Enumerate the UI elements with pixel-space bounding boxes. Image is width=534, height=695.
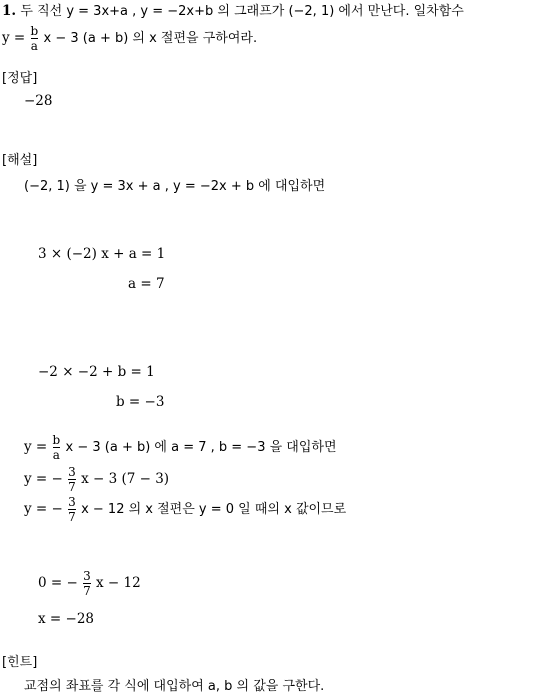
problem-text-1: 두 직선 y = 3x+a , y = −2x+b 의 그래프가 (−2, 1) 에서 만난다. 일차함수 (20, 4, 464, 19)
problem-line2-suffix: x − 3 (a + b) 의 x 절편을 구하여라. (43, 31, 258, 46)
problem-line-1 (2, 5, 464, 19)
sub4-fraction (83, 570, 91, 597)
solution-eq2a: −2 × −2 + b = 1 (38, 364, 155, 380)
sub1-fraction (53, 434, 61, 461)
problem-fraction (31, 25, 39, 52)
solution-eq1b: a = 7 (128, 276, 165, 292)
solution-sub1 (24, 434, 337, 461)
fraction-denominator: a (30, 39, 38, 53)
solution-eq2b: b = −3 (116, 394, 165, 410)
sub2-fraction (68, 466, 76, 493)
solution-intro: (−2, 1) 을 y = 3x + a , y = −2x + b 에 대입하면 (24, 179, 326, 194)
solution-sub2 (24, 466, 169, 493)
solution-header: [해설] (2, 153, 38, 168)
problem-number: 1. (2, 3, 17, 19)
solution-sub5: x = −28 (38, 611, 94, 627)
solution-eq1a: 3 × (−2) x + a = 1 (38, 246, 166, 262)
fraction-denominator: 7 (68, 480, 76, 494)
problem-line-2 (2, 25, 257, 52)
sub3-prefix: y = − (24, 501, 63, 517)
fraction-numerator: b (52, 433, 61, 447)
fraction-denominator: 7 (68, 510, 76, 524)
sub4-prefix: 0 = − (38, 575, 78, 591)
sub2-suffix: x − 3 (7 − 3) (81, 471, 170, 487)
sub1-suffix: x − 3 (a + b) 에 a = 7 , b = −3 을 대입하면 (65, 440, 337, 455)
sub1-prefix: y = (24, 439, 48, 455)
answer-value: −28 (24, 93, 53, 109)
hint-text: 교점의 좌표를 각 식에 대입하여 a, b 의 값을 구한다. (24, 679, 325, 694)
fraction-numerator: 3 (83, 569, 91, 583)
fraction-numerator: 3 (68, 465, 76, 479)
sub3-suffix: x − 12 의 x 절편은 y = 0 일 때의 x 값이므로 (81, 502, 347, 517)
problem-line2-prefix: y = (2, 30, 26, 46)
answer-header: [정답] (2, 71, 38, 86)
sub3-fraction (68, 496, 76, 523)
solution-sub4 (38, 570, 141, 597)
sub4-suffix: x − 12 (96, 575, 141, 591)
fraction-denominator: a (52, 448, 60, 462)
solution-sub3 (24, 496, 346, 523)
fraction-numerator: 3 (68, 495, 76, 509)
fraction-numerator: b (30, 24, 39, 38)
hint-header: [힌트] (2, 655, 38, 670)
fraction-denominator: 7 (83, 584, 91, 598)
sub2-prefix: y = − (24, 471, 63, 487)
